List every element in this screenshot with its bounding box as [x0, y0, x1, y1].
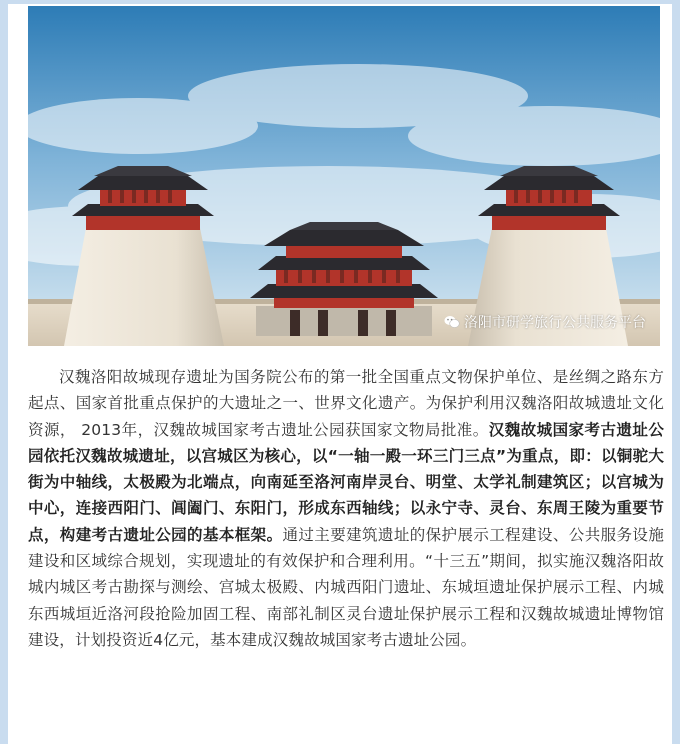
central-hall [250, 222, 438, 336]
article-paragraph [28, 364, 664, 653]
palace-illustration [28, 6, 660, 346]
watermark [444, 312, 646, 332]
hero-image [28, 6, 660, 346]
article-emphasis: 汉魏故城国家考古遗址公园依托汉魏故城遗址，以宫城区为核心，以“一轴一殿一环三门三点”为重点，即：以铜驼大街为中轴线，太极殿为北端点，向南延至洛河南岸灵台、明堂、太学礼制建筑区；以宫城为中心，连接西阳门、阊阖门、东阳门，形成东西轴线；以永宁寺、灵台、东周王陵为重要节点，构建考古遗址公园的基本框架。 [28, 420, 664, 544]
article-outro: 通过主要建筑遗址的保护展示工程建设、公共服务设施建设和区域综合规划，实现遗址的有效保护和合理利用。“十三五”期间，拟实施汉魏洛阳故城内城区考古勘探与测绘、宫城太极殿、内城西阳门遗址、东城垣遗址保护展示工程、内城东西城垣近洛河段抢险加固工程、南部礼制区灵台遗址保护展示工程和汉魏故城遗址博物馆建设，计划投资近4亿元，基本建成汉魏故城国家考古遗址公园。 [28, 525, 664, 649]
watermark-text: 洛阳市研学旅行公共服务平台 [464, 315, 646, 331]
article-card [8, 4, 672, 744]
article-intro: 汉魏洛阳故城现存遗址为国务院公布的第一批全国重点文物保护单位、是丝绸之路东方起点、国家首批重点保护的大遗址之一、世界文化遗产。为保护利用汉魏洛阳故城遗址文化资源， 2013年，汉魏故城国家考古遗址公园获国家文物局批准。 [28, 368, 664, 439]
wechat-icon [444, 315, 460, 329]
